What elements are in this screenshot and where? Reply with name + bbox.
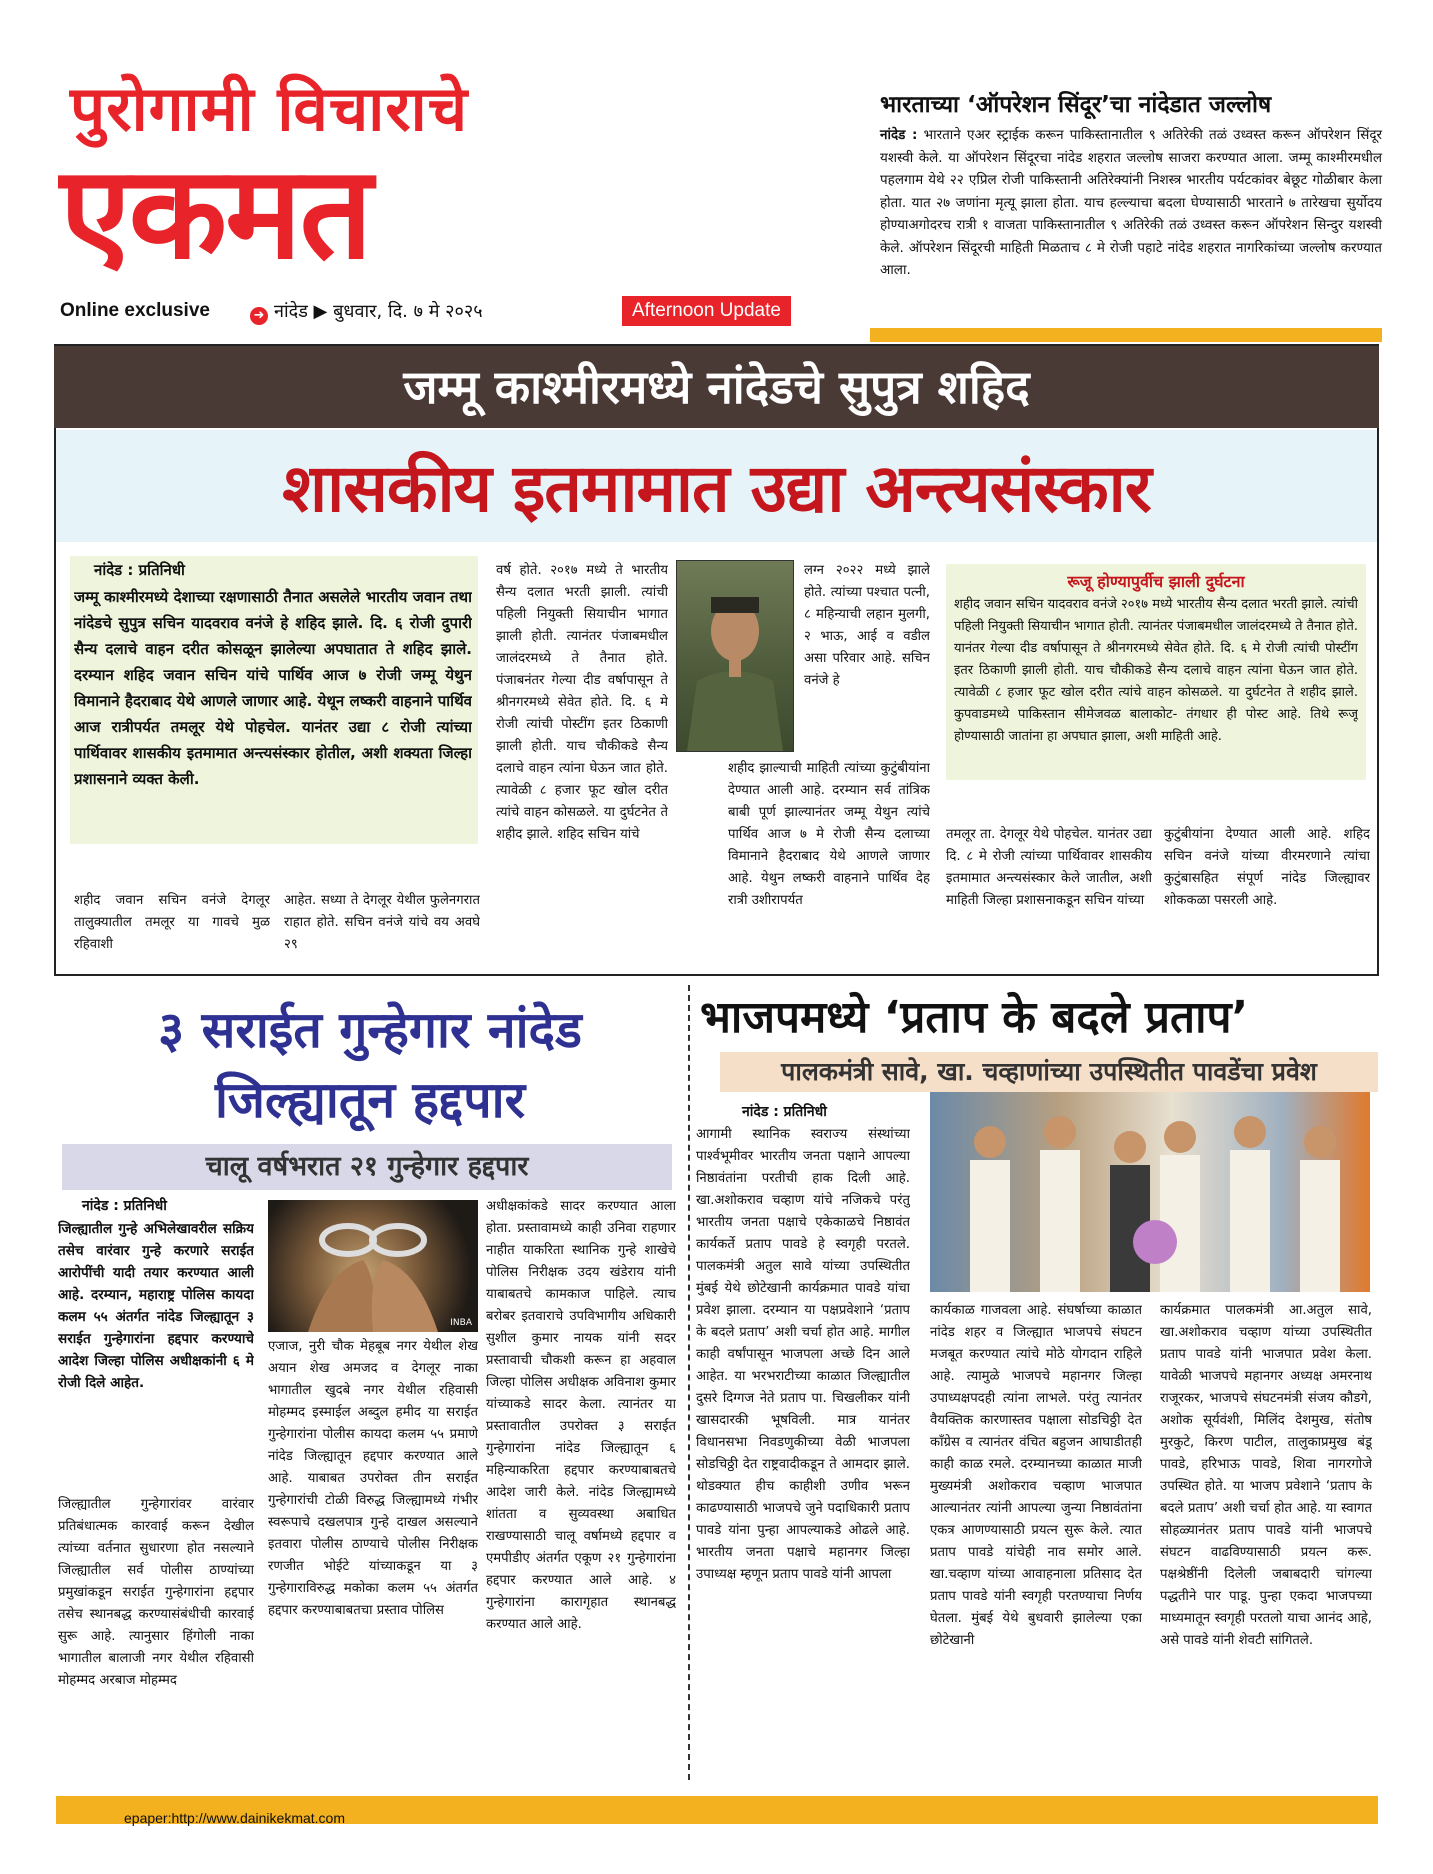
crime-story-subhead: चालू वर्षभरात २१ गुन्हेगार हद्दपार bbox=[62, 1144, 672, 1190]
side-box-title: रूजू होण्यापुर्वीच झाली दुर्घटना bbox=[1067, 572, 1245, 591]
group-photo bbox=[930, 1092, 1370, 1292]
main-story-byline: नांदेड : प्रतिनिधी bbox=[94, 561, 185, 579]
bjp-story-headline: भाजपमध्ये ‘प्रताप के बदले प्रताप’ bbox=[700, 992, 1249, 1043]
top-story-headline: भारताच्या ‘ऑपरेशन सिंदूर’चा नांदेडात जल्लोष bbox=[880, 92, 1272, 118]
afternoon-update-badge: Afternoon Update bbox=[622, 296, 791, 326]
main-story-col-d-top: लग्न २०२२ मध्ये झाले होते. त्यांच्या पश्चात पत्नी, ८ महिन्याची लहान मुलगी, २ भाऊ, आई व वडील असा परिवार आहे. सचिन वनंजे हे bbox=[804, 563, 930, 688]
bjp-story-col-3: कार्यक्रमात पालकमंत्री आ.अतुल सावे, खा.अशोकराव चव्हाण यांच्या उपस्थितीत प्रताप पावडे यांनी भाजपात प्रवेश केला. यावेळी भाजपचे महानगर अध्यक्ष अमरनाथ राजूरकर, भाजपचे संघटनमंत्री संजय कौडगे, अशोक सूर्यवंशी, मिलिंद देशमुख, संतोष मुरकुटे, किरण पाटील, तालुकाप्रमुख बंडू पावडे, हरिभाऊ पावडे, शिवा नागरगोजे उपस्थित होते. या भाजप प्रवेशाने ‘प्रताप के बदले प्रताप’ अशी चर्चा होत आहे. या स्वागत सोहळ्यानंतर प्रताप पावडे यांनी भाजपचे संघटन वाढविण्यासाठी प्रयत्न करू. पक्षश्रेष्ठींनी दिलेली जबाबदारी चांगल्या पद्धतीने पार पाडू. पुन्हा एकदा भाजपच्या माध्यमातून स्वगृही परतलो याचा आनंद आहे, असे पावडे यांनी शेवटी सांगितले. bbox=[1160, 1303, 1372, 1648]
crime-story-headline-1: ३ सराईत गुन्हेगार नांदेड bbox=[158, 1001, 582, 1059]
side-box-body: शहीद जवान सचिन यादवराव वनंजे २०१७ मध्ये भारतीय सैन्य दलात भरती झाले. त्यांची पहिली नियुक्ती सियाचीन भागात होती. त्यानंतर पंजाबमधील जालंदरमध्ये ते तैनात होते. यानंतर गेल्या दीड वर्षापासून ते श्रीनगरमध्ये सेवेत होते. दि. ६ मे रोजी त्यांची पोस्टींग इतर ठिकाणी झाली होती. याच चौकीकडे सैन्य दलाचे वाहन त्यांना घेऊन जात होते. त्यावेळी ८ हजार फूट खोल दरीत त्यांचे वाहन कोसळले. या दुर्घटनेत ते शहीद झाले. कुपवाडमध्ये पाकिस्तान सीमेजवळ बालाकोट- तंगधार ही पोस्ट आहे. तिथे रूजू होण्यासाठी जातांना हा अपघात झाला, अशी माहिती आहे. bbox=[954, 597, 1358, 744]
main-story-intro: जम्मू काश्मीरमध्ये देशाच्या रक्षणासाठी तैनात असलेले भारतीय जवान तथा नांदेडचे सुपुत्र सचिन यादवराव वनंजे हे शहिद झाले. दि. ६ रोजी दुपारी सैन्य दलाचे वाहन दरीत कोसळून झालेल्या अपघातात ते शहिद झाले. दरम्यान शहिद जवान सचिन यांचे पार्थिव आज ७ रोजी जम्मू येथुन विमानाने हैदराबाद येथे आणले जाणार आहे. येथून लष्करी वाहनाने पार्थिव आज रात्रीपर्यत तमलूर येथे पोहचेल. यानंतर उद्या ८ रोजी त्यांच्या पार्थिवावर शासकीय इतमामात अन्त्यसंस्कार होतील, अशी शक्यता जिल्हा प्रशासनाने व्यक्त केली. bbox=[74, 588, 472, 788]
top-story-body bbox=[880, 124, 1382, 282]
main-story-col-d: शहीद झाल्याची माहिती त्यांच्या कुटुंबीयांना देण्यात आली आहे. दरम्यान सर्व तांत्रिक बाबी पूर्ण झाल्यानंतर जम्मू येथुन त्यांचे पार्थिव आज ७ मे रोजी सैन्य दलाच्या विमानाने हैदराबाद येथे आणले जाणार आहे. येथुन लष्करी वाहनाने पार्थिव देह रात्री उशीरापर्यत bbox=[728, 761, 930, 908]
online-exclusive-label: Online exclusive bbox=[60, 300, 210, 321]
main-story-col-b: आहेत. सध्या ते देगलूर येथील फुलेनगरात राहात होते. सचिन वनंजे यांचे वय अवघे २९ bbox=[284, 893, 480, 952]
main-story-col-e: तमलूर ता. देगलूर येथे पोहचेल. यानंतर उद्या दि. ८ मे रोजी त्यांच्या पार्थिवावर शासकीय इतमामात अन्त्यसंस्कार केले जातील, अशी माहिती जिल्हा प्रशासनाकडून सचिन यांच्या bbox=[946, 827, 1152, 908]
main-story-col-c: वर्ष होते. २०१७ मध्ये ते भारतीय सैन्य दलात भरती झाली. त्यांची पहिली नियुक्ती सियाचीन भागात झाली होती. त्यानंतर पंजाबमधील जालंदरमध्ये ते तैनात होते. पंजाबनंतर गेल्या दीड वर्षापासून ते श्रीनगरमध्ये सेवेत होते. दि. ६ मे रोजी त्यांची पोस्टींग इतर ठिकाणी झाली होती. याच चौकीकडे सैन्य दलाचे वाहन त्यांना घेऊन जात होते. त्यावेळी ८ हजार फूट खोल दरीत त्यांचे वाहन कोसळले. या दुर्घटनेत ते शहीद झाले. शहिद सचिन यांचे bbox=[496, 563, 668, 842]
main-story-col-f: कुटुंबीयांना देण्यात आली आहे. शहिद सचिन वनंजे यांच्या वीरमरणाने त्यांचा कुटुंबासहित संपूर्ण नांदेड जिल्ह्यावर शोककळा पसरली आहे. bbox=[1164, 827, 1370, 908]
masthead-logo: एकमत bbox=[60, 138, 371, 288]
main-story-headline: शासकीय इतमामात उद्या अन्त्यसंस्कार bbox=[282, 449, 1151, 527]
bjp-story-col-2: कार्यकाळ गाजवला आहे. संघर्षाच्या काळात नांदेड शहर व जिल्ह्यात भाजपचे संघटन मजबूत करण्यात त्यांचे मोठे योगदान राहिले आहे. त्यामुळे भाजपचे महानगर जिल्हा उपाध्यक्षपदही त्यांना लाभले. परंतु त्यानंतर वैयक्तिक कारणास्तव पक्षाला सोडचिठ्ठी देत काँग्रेस व त्यानंतर वंचित बहुजन आघाडीतही काही काळ रमले. दरम्यानच्या काळात माजी मुख्यमंत्री अशोकराव चव्हाण भाजपात आल्यानंतर त्यांनी आपल्या जुन्या निष्ठावंतांना एकत्र आणण्यासाठी प्रयत्न सुरू केले. त्यात प्रताप पावडे यांचेही नाव समोर आले. खा.चव्हाण यांच्या आवाहनाला प्रतिसाद देत प्रताप पावडे यांनी स्वगृही परतण्याचा निर्णय घेतला. मुंबई येथे बुधवारी झालेल्या एका छोटेखानी bbox=[930, 1303, 1142, 1648]
bjp-story-byline: नांदेड : प्रतिनिधी bbox=[742, 1104, 827, 1120]
crime-story-lead: जिल्ह्यातील गुन्हे अभिलेखावरील सक्रिय तसेच वारंवार गुन्हे करणारे सराईत आरोपींची यादी तयार करण्यात आली आहे. दरम्यान, महाराष्ट्र पोलिस कायदा कलम ५५ अंतर्गत नांदेड जिल्ह्यातून ३ सराईत गुन्हेगारांना हद्दपार करण्याचे आदेश जिल्हा पोलिस अधीक्षकांनी ६ मे रोजी दिले आहेत. bbox=[58, 1221, 254, 1391]
crime-story-headline-2: जिल्ह्यातून हद्दपार bbox=[214, 1071, 526, 1129]
main-story-kicker: जम्मू काश्मीरमध्ये नांदेडचे सुपुत्र शहिद bbox=[54, 346, 1379, 428]
top-story-dateline: नांदेड : bbox=[880, 127, 918, 143]
photo-credit: INBA bbox=[450, 1318, 472, 1328]
dateline-text: नांदेड ▶ बुधवार, दि. ७ मे २०२५ bbox=[274, 301, 483, 322]
crime-story-col-1: जिल्ह्यातील गुन्हेगारांवर वारंवार प्रतिबंधात्मक कारवाई करून देखील त्यांच्या वर्तनात सुधारणा होत नसल्याने जिल्ह्यातील सर्व पोलीस ठाण्यांच्या प्रमुखांकडून सराईत गुन्हेगारांना हद्दपार तसेच स्थानबद्ध करण्यासंबंधीची कारवाई सुरू आहे. त्यानुसार हिंगोली नाका भागातील बालाजी नगर येथील रहिवासी मोहम्मद अरबाज मोहम्मद bbox=[58, 1497, 254, 1688]
bjp-story-col-1: आगामी स्थानिक स्वराज्य संस्थांच्या पार्श्वभूमीवर भारतीय जनता पक्षाने आपल्या निष्ठावंतांना परतीची हाक दिली आहे. खा.अशोकराव चव्हाण यांचे नजिकचे परंतु भारतीय जनता पक्षाचे एकेकाळचे निष्ठावंत कार्यकर्ते प्रताप पावडे हे स्वगृही परतले. पालकमंत्री अतुल सावे यांच्या उपस्थितीत मुंबई येथे छोटेखानी कार्यक्रमात पावडे यांचा प्रवेश झाला. दरम्यान या पक्षप्रवेशाने ‘प्रताप के बदले प्रताप’ अशी चर्चा होत आहे. मागील काही वर्षांपासून भाजपला अच्छे दिन आले आहेत. या भरभराटीच्या काळात जिल्ह्यातील दुसरे दिग्गज नेते प्रताप पा. चिखलीकर यांनी खासदारकी भूषविली. मात्र यानंतर विधानसभा निवडणुकीच्या वेळी भाजपला सोडचिठ्ठी देत राष्ट्रवादीकडून ते आमदार झाले. थोडक्यात हीच काहीशी उणीव भरून काढण्यासाठी भाजपचे जुने पदाधिकारी प्रताप पावडे यांना पुन्हा आपल्याकडे ओढले आहे. भारतीय जनता पक्षाचे महानगर जिल्हा उपाध्यक्ष म्हणून प्रताप पावडे यांनी आपला bbox=[696, 1127, 910, 1582]
soldier-photo-graphic bbox=[677, 561, 793, 751]
bjp-story-subhead: पालकमंत्री सावे, खा. चव्हाणांच्या उपस्थितीत पावडेंचा प्रवेश bbox=[720, 1052, 1378, 1092]
arrow-right-icon: ➜ bbox=[250, 307, 268, 325]
column-divider bbox=[688, 985, 690, 1780]
handcuffs-photo bbox=[268, 1200, 478, 1332]
handcuffs-graphic bbox=[268, 1200, 478, 1332]
dateline bbox=[250, 299, 483, 325]
footer-epaper-link[interactable]: epaper:http://www.dainikekmat.com bbox=[124, 1810, 345, 1826]
soldier-photo bbox=[676, 560, 794, 752]
gold-rule bbox=[870, 328, 1382, 342]
group-photo-graphic bbox=[930, 1092, 1370, 1292]
main-story-col-a: शहीद जवान सचिन वनंजे देगलूर तालुक्यातील तमलूर या गावचे मुळ रहिवाशी bbox=[74, 893, 270, 952]
masthead-tagline: पुरोगामी विचाराचे bbox=[70, 72, 469, 145]
crime-story-byline: नांदेड : प्रतिनिधी bbox=[82, 1198, 167, 1214]
top-story-text: भारताने एअर स्ट्राईक करून पाकिस्तानातील ९ अतिरेकी तळं उध्वस्त करून ऑपरेशन सिंदूर यशस्वी केले. या ऑपरेशन सिंदूरचा नांदेड शहरात जल्लोष साजरा करण्यात आला. जम्मू काश्मीरमधील पहलगाम येथे २२ एप्रिल रोजी पाकिस्तानी अतिरेक्यांनी निशस्त्र भारतीय पर्यटकांवर बेछूट गोळीबार केला होता. यात २७ जणांना मृत्यू झाला होता. याच हल्ल्याचा बदला घेण्यासाठी भारताने ७ तारेखचा सुर्योदय होण्याअगोदरच रात्री १ वाजता पाकिस्तानातील ९ अतिरेकी तळं उध्वस्त करून ऑपरेशन सिन्दुर यशस्वी केले. ऑपरेशन सिंदूरची माहिती मिळताच ८ मे रोजी पहाटे नांदेड शहरात नागरिकांच्या जल्लोष करण्यात आला. bbox=[880, 127, 1383, 278]
crime-story-col-3: अधीक्षकांकडे सादर करण्यात आला होता. प्रस्तावामध्ये काही उनिवा राहणार नाहीत याकरिता स्थानिक गुन्हे शाखेचे पोलिस निरीक्षक उदय खंडेराय यांनी याबाबतचे कामकाज पाहिले. त्याच बरोबर इतवाराचे उपविभागीय अधिकारी सुशील कुमार नायक यांनी सदर प्रस्तावाची चौकशी करून हा अहवाल जिल्हा पोलिस अधीक्षक अविनाश कुमार यांच्याकडे सादर केला. त्यानंतर या प्रस्तावातील उपरोक्त ३ सराईत गुन्हेगारांना नांदेड जिल्ह्यातून ६ महिन्याकरिता हद्दपार करण्याबाबतचे आदेश जारी केले. नांदेड जिल्ह्यामध्ये शांतता व सुव्यवस्था अबाधित राखण्यासाठी चालू वर्षामध्ये हद्दपार व एमपीडीए अंतर्गत एकूण २१ गुन्हेगारांना हद्दपार करण्यात आले आहे. ४ गुन्हेगारांना कारागृहात स्थानबद्ध करण्यात आले आहे. bbox=[486, 1199, 676, 1632]
crime-story-col-2: एजाज, नुरी चौक मेहबूब नगर येथील शेख अयान शेख अमजद व देगलूर नाका भागातील खुदबे नगर येथील रहिवासी मोहम्मद इस्माईल अब्दुल हमीद या सराईत गुन्हेगारांना पोलीस कायदा कलम ५५ प्रमाणे नांदेड जिल्ह्यातून हद्दपार करण्यात आले आहे. याबाबत उपरोक्त तीन सराईत गुन्हेगारांची टोळी विरुद्ध जिल्ह्यामध्ये गंभीर स्वरूपाचे दखलपात्र गुन्हे दाखल असल्याने इतवारा पोलीस ठाण्याचे पोलीस निरीक्षक रणजीत भोईटे यांच्याकडून या ३ गुन्हेगाराविरुद्ध मकोका कलम ५५ अंतर्गत हद्दपार करण्याबाबतचा प्रस्ताव पोलिस bbox=[268, 1339, 478, 1618]
